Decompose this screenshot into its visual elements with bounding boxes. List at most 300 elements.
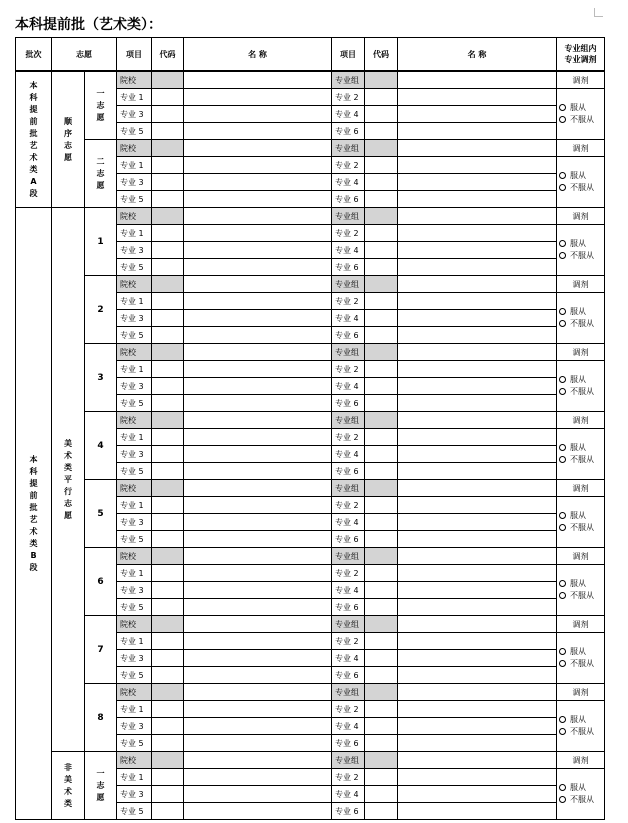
- code-field[interactable]: [152, 89, 184, 106]
- name-field[interactable]: [184, 276, 332, 293]
- name-field[interactable]: [184, 225, 332, 242]
- radio-circle-icon[interactable]: [559, 308, 566, 315]
- item-label-2: 专业组: [332, 71, 365, 89]
- accept-option[interactable]: [557, 646, 604, 658]
- name-field[interactable]: [184, 599, 332, 616]
- code-field-2[interactable]: [365, 701, 398, 718]
- header-code: 代码: [152, 38, 184, 72]
- radio-circle-icon[interactable]: [559, 456, 566, 463]
- code-field-2[interactable]: [365, 752, 398, 769]
- name-field[interactable]: [184, 786, 332, 803]
- name-field[interactable]: [184, 429, 332, 446]
- code-field[interactable]: [152, 378, 184, 395]
- code-field[interactable]: [152, 633, 184, 650]
- code-field-2[interactable]: [365, 293, 398, 310]
- accept-option[interactable]: [557, 510, 604, 522]
- name-field-2[interactable]: [398, 514, 557, 531]
- form-row: [16, 684, 605, 701]
- reject-label: 不服从: [570, 727, 594, 736]
- name-field-2[interactable]: [398, 344, 557, 361]
- code-field-2[interactable]: [365, 599, 398, 616]
- adjust-options: [557, 769, 605, 820]
- code-field[interactable]: [152, 616, 184, 633]
- code-field-2[interactable]: [365, 480, 398, 497]
- name-field-2[interactable]: [398, 735, 557, 752]
- item-label: 专业 3: [117, 242, 152, 259]
- name-field[interactable]: [184, 293, 332, 310]
- accept-option[interactable]: [557, 374, 604, 386]
- radio-circle-icon[interactable]: [559, 240, 566, 247]
- code-field-2[interactable]: [365, 276, 398, 293]
- item-label-2: 专业 2: [332, 497, 365, 514]
- item-label-2: 专业 4: [332, 718, 365, 735]
- name-field-2[interactable]: [398, 752, 557, 769]
- reject-label: 不服从: [570, 659, 594, 668]
- name-field-2[interactable]: [398, 786, 557, 803]
- item-label: 院校: [117, 344, 152, 361]
- header-item-2: 项目: [332, 38, 365, 72]
- accept-label: 服从: [570, 783, 586, 792]
- accept-label: 服从: [570, 307, 586, 316]
- code-field[interactable]: [152, 310, 184, 327]
- name-field-2[interactable]: [398, 429, 557, 446]
- accept-option[interactable]: [557, 442, 604, 454]
- item-label-2: 专业 6: [332, 735, 365, 752]
- item-label: 专业 5: [117, 803, 152, 820]
- accept-label: 服从: [570, 239, 586, 248]
- item-label-2: 专业 4: [332, 242, 365, 259]
- reject-option[interactable]: [557, 590, 604, 602]
- item-label-2: 专业组: [332, 344, 365, 361]
- name-field-2[interactable]: [398, 480, 557, 497]
- name-field-2[interactable]: [398, 599, 557, 616]
- name-field-2[interactable]: [398, 650, 557, 667]
- name-field[interactable]: [184, 89, 332, 106]
- adjust-options: [557, 89, 605, 140]
- radio-circle-icon[interactable]: [559, 592, 566, 599]
- item-label: 专业 5: [117, 463, 152, 480]
- adjust-label: 调剂: [557, 480, 605, 497]
- code-field[interactable]: [152, 565, 184, 582]
- code-field[interactable]: [152, 463, 184, 480]
- code-field[interactable]: [152, 548, 184, 565]
- item-label-2: 专业 6: [332, 531, 365, 548]
- name-field-2[interactable]: [398, 616, 557, 633]
- name-field-2[interactable]: [398, 412, 557, 429]
- name-field[interactable]: [184, 174, 332, 191]
- code-field-2[interactable]: [365, 650, 398, 667]
- code-field-2[interactable]: [365, 157, 398, 174]
- first-preference-label: [85, 71, 117, 140]
- name-field[interactable]: [184, 531, 332, 548]
- radio-circle-icon[interactable]: [559, 728, 566, 735]
- radio-circle-icon[interactable]: [559, 716, 566, 723]
- code-field-2[interactable]: [365, 378, 398, 395]
- code-field[interactable]: [152, 599, 184, 616]
- name-field[interactable]: [184, 344, 332, 361]
- name-field-2[interactable]: [398, 89, 557, 106]
- adjust-options: [557, 565, 605, 616]
- name-field[interactable]: [184, 378, 332, 395]
- code-field[interactable]: [152, 480, 184, 497]
- item-label: 专业 3: [117, 310, 152, 327]
- item-label-2: 专业组: [332, 276, 365, 293]
- code-field-2[interactable]: [365, 344, 398, 361]
- reject-label: 不服从: [570, 387, 594, 396]
- name-field[interactable]: [184, 616, 332, 633]
- adjust-label: 调剂: [557, 752, 605, 769]
- name-field-2[interactable]: [398, 769, 557, 786]
- code-field[interactable]: [152, 140, 184, 157]
- radio-circle-icon[interactable]: [559, 512, 566, 519]
- name-field[interactable]: [184, 701, 332, 718]
- code-field[interactable]: [152, 259, 184, 276]
- radio-circle-icon[interactable]: [559, 388, 566, 395]
- code-field[interactable]: [152, 293, 184, 310]
- reject-label: 不服从: [570, 183, 594, 192]
- code-field[interactable]: [152, 769, 184, 786]
- name-field[interactable]: [184, 769, 332, 786]
- radio-circle-icon[interactable]: [559, 648, 566, 655]
- code-field-2[interactable]: [365, 803, 398, 820]
- item-label-2: 专业 6: [332, 803, 365, 820]
- code-field-2[interactable]: [365, 616, 398, 633]
- name-field[interactable]: [184, 106, 332, 123]
- code-field-2[interactable]: [365, 259, 398, 276]
- name-field[interactable]: [184, 752, 332, 769]
- item-label-2: 专业 2: [332, 157, 365, 174]
- item-label: 院校: [117, 276, 152, 293]
- name-field-2[interactable]: [398, 225, 557, 242]
- code-field-2[interactable]: [365, 463, 398, 480]
- name-field[interactable]: [184, 242, 332, 259]
- code-field[interactable]: [152, 174, 184, 191]
- name-field-2[interactable]: [398, 327, 557, 344]
- radio-circle-icon[interactable]: [559, 116, 566, 123]
- code-field-2[interactable]: [365, 140, 398, 157]
- code-field[interactable]: [152, 497, 184, 514]
- radio-circle-icon[interactable]: [559, 784, 566, 791]
- name-field-2[interactable]: [398, 140, 557, 157]
- radio-circle-icon[interactable]: [559, 444, 566, 451]
- code-field[interactable]: [152, 361, 184, 378]
- reject-option[interactable]: [557, 658, 604, 670]
- name-field[interactable]: [184, 633, 332, 650]
- name-field-2[interactable]: [398, 548, 557, 565]
- code-field[interactable]: [152, 684, 184, 701]
- item-label-2: 专业 2: [332, 429, 365, 446]
- adjust-label: 调剂: [557, 140, 605, 157]
- code-field[interactable]: [152, 157, 184, 174]
- name-field[interactable]: [184, 497, 332, 514]
- name-field-2[interactable]: [398, 123, 557, 140]
- reject-label: 不服从: [570, 319, 594, 328]
- header-row: [16, 38, 605, 72]
- name-field-2[interactable]: [398, 208, 557, 225]
- accept-option[interactable]: [557, 714, 604, 726]
- name-field-2[interactable]: [398, 684, 557, 701]
- vertical-text: 非美术类: [64, 762, 72, 808]
- form-row: [16, 548, 605, 565]
- code-field-2[interactable]: [365, 106, 398, 123]
- code-field-2[interactable]: [365, 429, 398, 446]
- name-field-2[interactable]: [398, 378, 557, 395]
- name-field[interactable]: [184, 463, 332, 480]
- name-field[interactable]: [184, 514, 332, 531]
- code-field-2[interactable]: [365, 208, 398, 225]
- accept-option[interactable]: [557, 170, 604, 182]
- form-row: [16, 616, 605, 633]
- code-field-2[interactable]: [365, 225, 398, 242]
- code-field-2[interactable]: [365, 684, 398, 701]
- form-row: [16, 276, 605, 293]
- accept-label: 服从: [570, 647, 586, 656]
- name-field[interactable]: [184, 803, 332, 820]
- name-field[interactable]: [184, 157, 332, 174]
- name-field[interactable]: [184, 310, 332, 327]
- name-field-2[interactable]: [398, 718, 557, 735]
- code-field[interactable]: [152, 514, 184, 531]
- code-field[interactable]: [152, 208, 184, 225]
- name-field-2[interactable]: [398, 565, 557, 582]
- radio-circle-icon[interactable]: [559, 660, 566, 667]
- name-field-2[interactable]: [398, 497, 557, 514]
- name-field-2[interactable]: [398, 242, 557, 259]
- form-row: [16, 344, 605, 361]
- code-field[interactable]: [152, 429, 184, 446]
- name-field[interactable]: [184, 582, 332, 599]
- name-field-2[interactable]: [398, 446, 557, 463]
- code-field[interactable]: [152, 412, 184, 429]
- code-field-2[interactable]: [365, 446, 398, 463]
- name-field[interactable]: [184, 684, 332, 701]
- code-field[interactable]: [152, 446, 184, 463]
- reject-option[interactable]: [557, 318, 604, 330]
- name-field-2[interactable]: [398, 361, 557, 378]
- code-field[interactable]: [152, 71, 184, 89]
- name-field-2[interactable]: [398, 531, 557, 548]
- name-field-2[interactable]: [398, 71, 557, 89]
- code-field-2[interactable]: [365, 497, 398, 514]
- code-field-2[interactable]: [365, 565, 398, 582]
- name-field-2[interactable]: [398, 106, 557, 123]
- name-field[interactable]: [184, 412, 332, 429]
- name-field-2[interactable]: [398, 191, 557, 208]
- radio-circle-icon[interactable]: [559, 376, 566, 383]
- name-field[interactable]: [184, 565, 332, 582]
- name-field-2[interactable]: [398, 276, 557, 293]
- code-field-2[interactable]: [365, 769, 398, 786]
- item-label-2: 专业 2: [332, 361, 365, 378]
- adjust-options: [557, 497, 605, 548]
- reject-option[interactable]: [557, 454, 604, 466]
- adjust-label: 调剂: [557, 412, 605, 429]
- header-adjust-line2: 专业调剂: [564, 55, 597, 64]
- code-field[interactable]: [152, 531, 184, 548]
- code-field-2[interactable]: [365, 123, 398, 140]
- item-label: 院校: [117, 752, 152, 769]
- code-field-2[interactable]: [365, 548, 398, 565]
- code-field-2[interactable]: [365, 71, 398, 89]
- code-field-2[interactable]: [365, 395, 398, 412]
- item-label-2: 专业 4: [332, 378, 365, 395]
- name-field[interactable]: [184, 140, 332, 157]
- code-field-2[interactable]: [365, 191, 398, 208]
- reject-option[interactable]: [557, 386, 604, 398]
- reject-option[interactable]: [557, 726, 604, 738]
- code-field[interactable]: [152, 701, 184, 718]
- code-field-2[interactable]: [365, 361, 398, 378]
- code-field[interactable]: [152, 786, 184, 803]
- accept-option[interactable]: [557, 306, 604, 318]
- vertical-text: 二志愿: [96, 156, 105, 190]
- radio-circle-icon[interactable]: [559, 184, 566, 191]
- name-field[interactable]: [184, 480, 332, 497]
- code-field-2[interactable]: [365, 310, 398, 327]
- name-field[interactable]: [184, 718, 332, 735]
- item-label-2: 专业 2: [332, 89, 365, 106]
- code-field-2[interactable]: [365, 633, 398, 650]
- radio-circle-icon[interactable]: [559, 796, 566, 803]
- item-label: 专业 3: [117, 650, 152, 667]
- item-label-2: 专业 2: [332, 701, 365, 718]
- radio-circle-icon[interactable]: [559, 320, 566, 327]
- name-field[interactable]: [184, 446, 332, 463]
- code-field[interactable]: [152, 667, 184, 684]
- code-field[interactable]: [152, 718, 184, 735]
- adjust-label: 调剂: [557, 616, 605, 633]
- name-field-2[interactable]: [398, 293, 557, 310]
- name-field-2[interactable]: [398, 463, 557, 480]
- code-field-2[interactable]: [365, 667, 398, 684]
- radio-circle-icon[interactable]: [559, 172, 566, 179]
- reject-option[interactable]: [557, 250, 604, 262]
- name-field-2[interactable]: [398, 803, 557, 820]
- item-label-2: 专业组: [332, 684, 365, 701]
- reject-option[interactable]: [557, 794, 604, 806]
- item-label: 院校: [117, 140, 152, 157]
- name-field-2[interactable]: [398, 259, 557, 276]
- item-label: 专业 1: [117, 769, 152, 786]
- preference-number: 1: [85, 208, 117, 276]
- reject-option[interactable]: [557, 182, 604, 194]
- code-field-2[interactable]: [365, 718, 398, 735]
- code-field-2[interactable]: [365, 531, 398, 548]
- accept-option[interactable]: [557, 578, 604, 590]
- name-field-2[interactable]: [398, 667, 557, 684]
- code-field[interactable]: [152, 276, 184, 293]
- name-field-2[interactable]: [398, 310, 557, 327]
- item-label: 专业 3: [117, 514, 152, 531]
- code-field-2[interactable]: [365, 174, 398, 191]
- item-label-2: 专业组: [332, 616, 365, 633]
- name-field-2[interactable]: [398, 633, 557, 650]
- item-label: 院校: [117, 208, 152, 225]
- accept-option[interactable]: [557, 238, 604, 250]
- name-field[interactable]: [184, 208, 332, 225]
- adjust-label: 调剂: [557, 344, 605, 361]
- accept-option[interactable]: [557, 782, 604, 794]
- preference-number: 6: [85, 548, 117, 616]
- code-field-2[interactable]: [365, 242, 398, 259]
- code-field[interactable]: [152, 344, 184, 361]
- code-field-2[interactable]: [365, 735, 398, 752]
- code-field[interactable]: [152, 395, 184, 412]
- radio-circle-icon[interactable]: [559, 252, 566, 259]
- sequential-preference-label: [52, 71, 85, 208]
- code-field[interactable]: [152, 106, 184, 123]
- adjust-options: [557, 361, 605, 412]
- code-field[interactable]: [152, 327, 184, 344]
- code-field-2[interactable]: [365, 327, 398, 344]
- name-field[interactable]: [184, 71, 332, 89]
- code-field-2[interactable]: [365, 786, 398, 803]
- item-label: 专业 5: [117, 123, 152, 140]
- code-field[interactable]: [152, 123, 184, 140]
- name-field[interactable]: [184, 259, 332, 276]
- name-field-2[interactable]: [398, 157, 557, 174]
- name-field-2[interactable]: [398, 701, 557, 718]
- name-field-2[interactable]: [398, 582, 557, 599]
- radio-circle-icon[interactable]: [559, 524, 566, 531]
- accept-option[interactable]: [557, 102, 604, 114]
- code-field[interactable]: [152, 752, 184, 769]
- name-field[interactable]: [184, 361, 332, 378]
- reject-label: 不服从: [570, 591, 594, 600]
- name-field[interactable]: [184, 123, 332, 140]
- item-label-2: 专业 4: [332, 650, 365, 667]
- page-title: 本科提前批（艺术类）：: [15, 17, 162, 33]
- form-row: [16, 208, 605, 225]
- code-field[interactable]: [152, 582, 184, 599]
- adjust-label: 调剂: [557, 684, 605, 701]
- code-field[interactable]: [152, 803, 184, 820]
- name-field[interactable]: [184, 667, 332, 684]
- name-field-2[interactable]: [398, 174, 557, 191]
- item-label: 专业 1: [117, 497, 152, 514]
- name-field-2[interactable]: [398, 395, 557, 412]
- item-label-2: 专业组: [332, 548, 365, 565]
- item-label: 专业 1: [117, 361, 152, 378]
- second-preference-label: [85, 140, 117, 208]
- accept-label: 服从: [570, 443, 586, 452]
- code-field[interactable]: [152, 225, 184, 242]
- code-field-2[interactable]: [365, 514, 398, 531]
- vertical-text: 顺序志愿: [64, 116, 72, 162]
- code-field[interactable]: [152, 650, 184, 667]
- code-field-2[interactable]: [365, 412, 398, 429]
- item-label: 专业 3: [117, 174, 152, 191]
- batch-b-label: [16, 208, 52, 820]
- code-field[interactable]: [152, 242, 184, 259]
- name-field[interactable]: [184, 395, 332, 412]
- name-field[interactable]: [184, 650, 332, 667]
- name-field[interactable]: [184, 735, 332, 752]
- code-field[interactable]: [152, 735, 184, 752]
- name-field[interactable]: [184, 191, 332, 208]
- reject-option[interactable]: [557, 114, 604, 126]
- item-label-2: 专业 6: [332, 395, 365, 412]
- reject-option[interactable]: [557, 522, 604, 534]
- code-field-2[interactable]: [365, 89, 398, 106]
- code-field-2[interactable]: [365, 582, 398, 599]
- item-label: 专业 3: [117, 786, 152, 803]
- name-field[interactable]: [184, 327, 332, 344]
- code-field[interactable]: [152, 191, 184, 208]
- radio-circle-icon[interactable]: [559, 104, 566, 111]
- name-field[interactable]: [184, 548, 332, 565]
- radio-circle-icon[interactable]: [559, 580, 566, 587]
